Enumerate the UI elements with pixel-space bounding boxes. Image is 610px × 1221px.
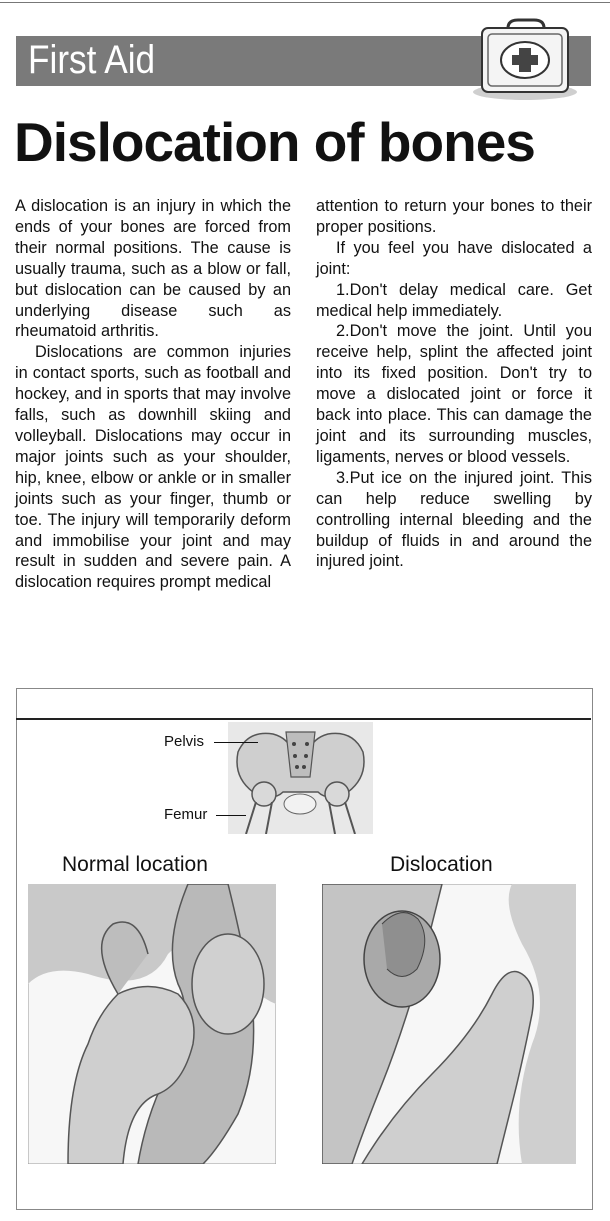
top-rule	[0, 2, 610, 3]
headline: Dislocation of bones	[14, 111, 535, 173]
pelvis-leader-line	[214, 742, 258, 743]
paragraph: 1.Don't delay medical care. Get medical help immediately.	[316, 280, 592, 320]
figure-divider	[16, 718, 591, 720]
paragraph: Dislocations are common injuries in contact sports, such as football and hockey, and in sports that may involve falls, such as downhill skiing and volleyball. Dislocations may occur in major joints such as your shoulder, hip, knee, elbow or ankle or in smaller joints such as your finger, thumb or toe. The injury will temporarily deform and immobilise your joint and may result in sudden and severe pain. A dislocation requires prompt medical	[15, 343, 291, 592]
normal-location-caption: Normal location	[62, 853, 208, 876]
article-column-right	[316, 196, 592, 572]
first-aid-kit-icon	[470, 18, 580, 104]
paragraph: attention to return your bones to their proper positions.	[316, 197, 592, 236]
femur-leader-line	[216, 815, 246, 816]
article-column-left	[15, 196, 291, 593]
dislocated-joint-illustration	[322, 884, 576, 1164]
section-label: First Aid	[28, 38, 156, 82]
pelvis-label: Pelvis	[164, 733, 205, 750]
pelvis-illustration	[228, 722, 373, 834]
paragraph: A dislocation is an injury in which the ends of your bones are forced from their normal positions. The cause is usually trauma, such as a blow or fall, but dislocation can be caused by an underlying disease such as rheumatoid arthritis.	[15, 197, 291, 341]
paragraph: 3.Put ice on the injured joint. This can help reduce swelling by controlling internal bleeding and the buildup of fluids in and around the injured joint.	[316, 468, 592, 571]
normal-joint-illustration	[28, 884, 276, 1164]
femur-label: Femur	[164, 806, 208, 823]
paragraph: 2.Don't move the joint. Until you receive help, splint the affected joint into its fixed position. Don't try to move a dislocated joint or force it back into place. This can damage the joint and its surrounding muscles, ligaments, nerves or blood vessels.	[316, 322, 592, 466]
dislocation-caption: Dislocation	[390, 853, 493, 876]
paragraph: If you feel you have dislocated a joint:	[316, 238, 592, 278]
